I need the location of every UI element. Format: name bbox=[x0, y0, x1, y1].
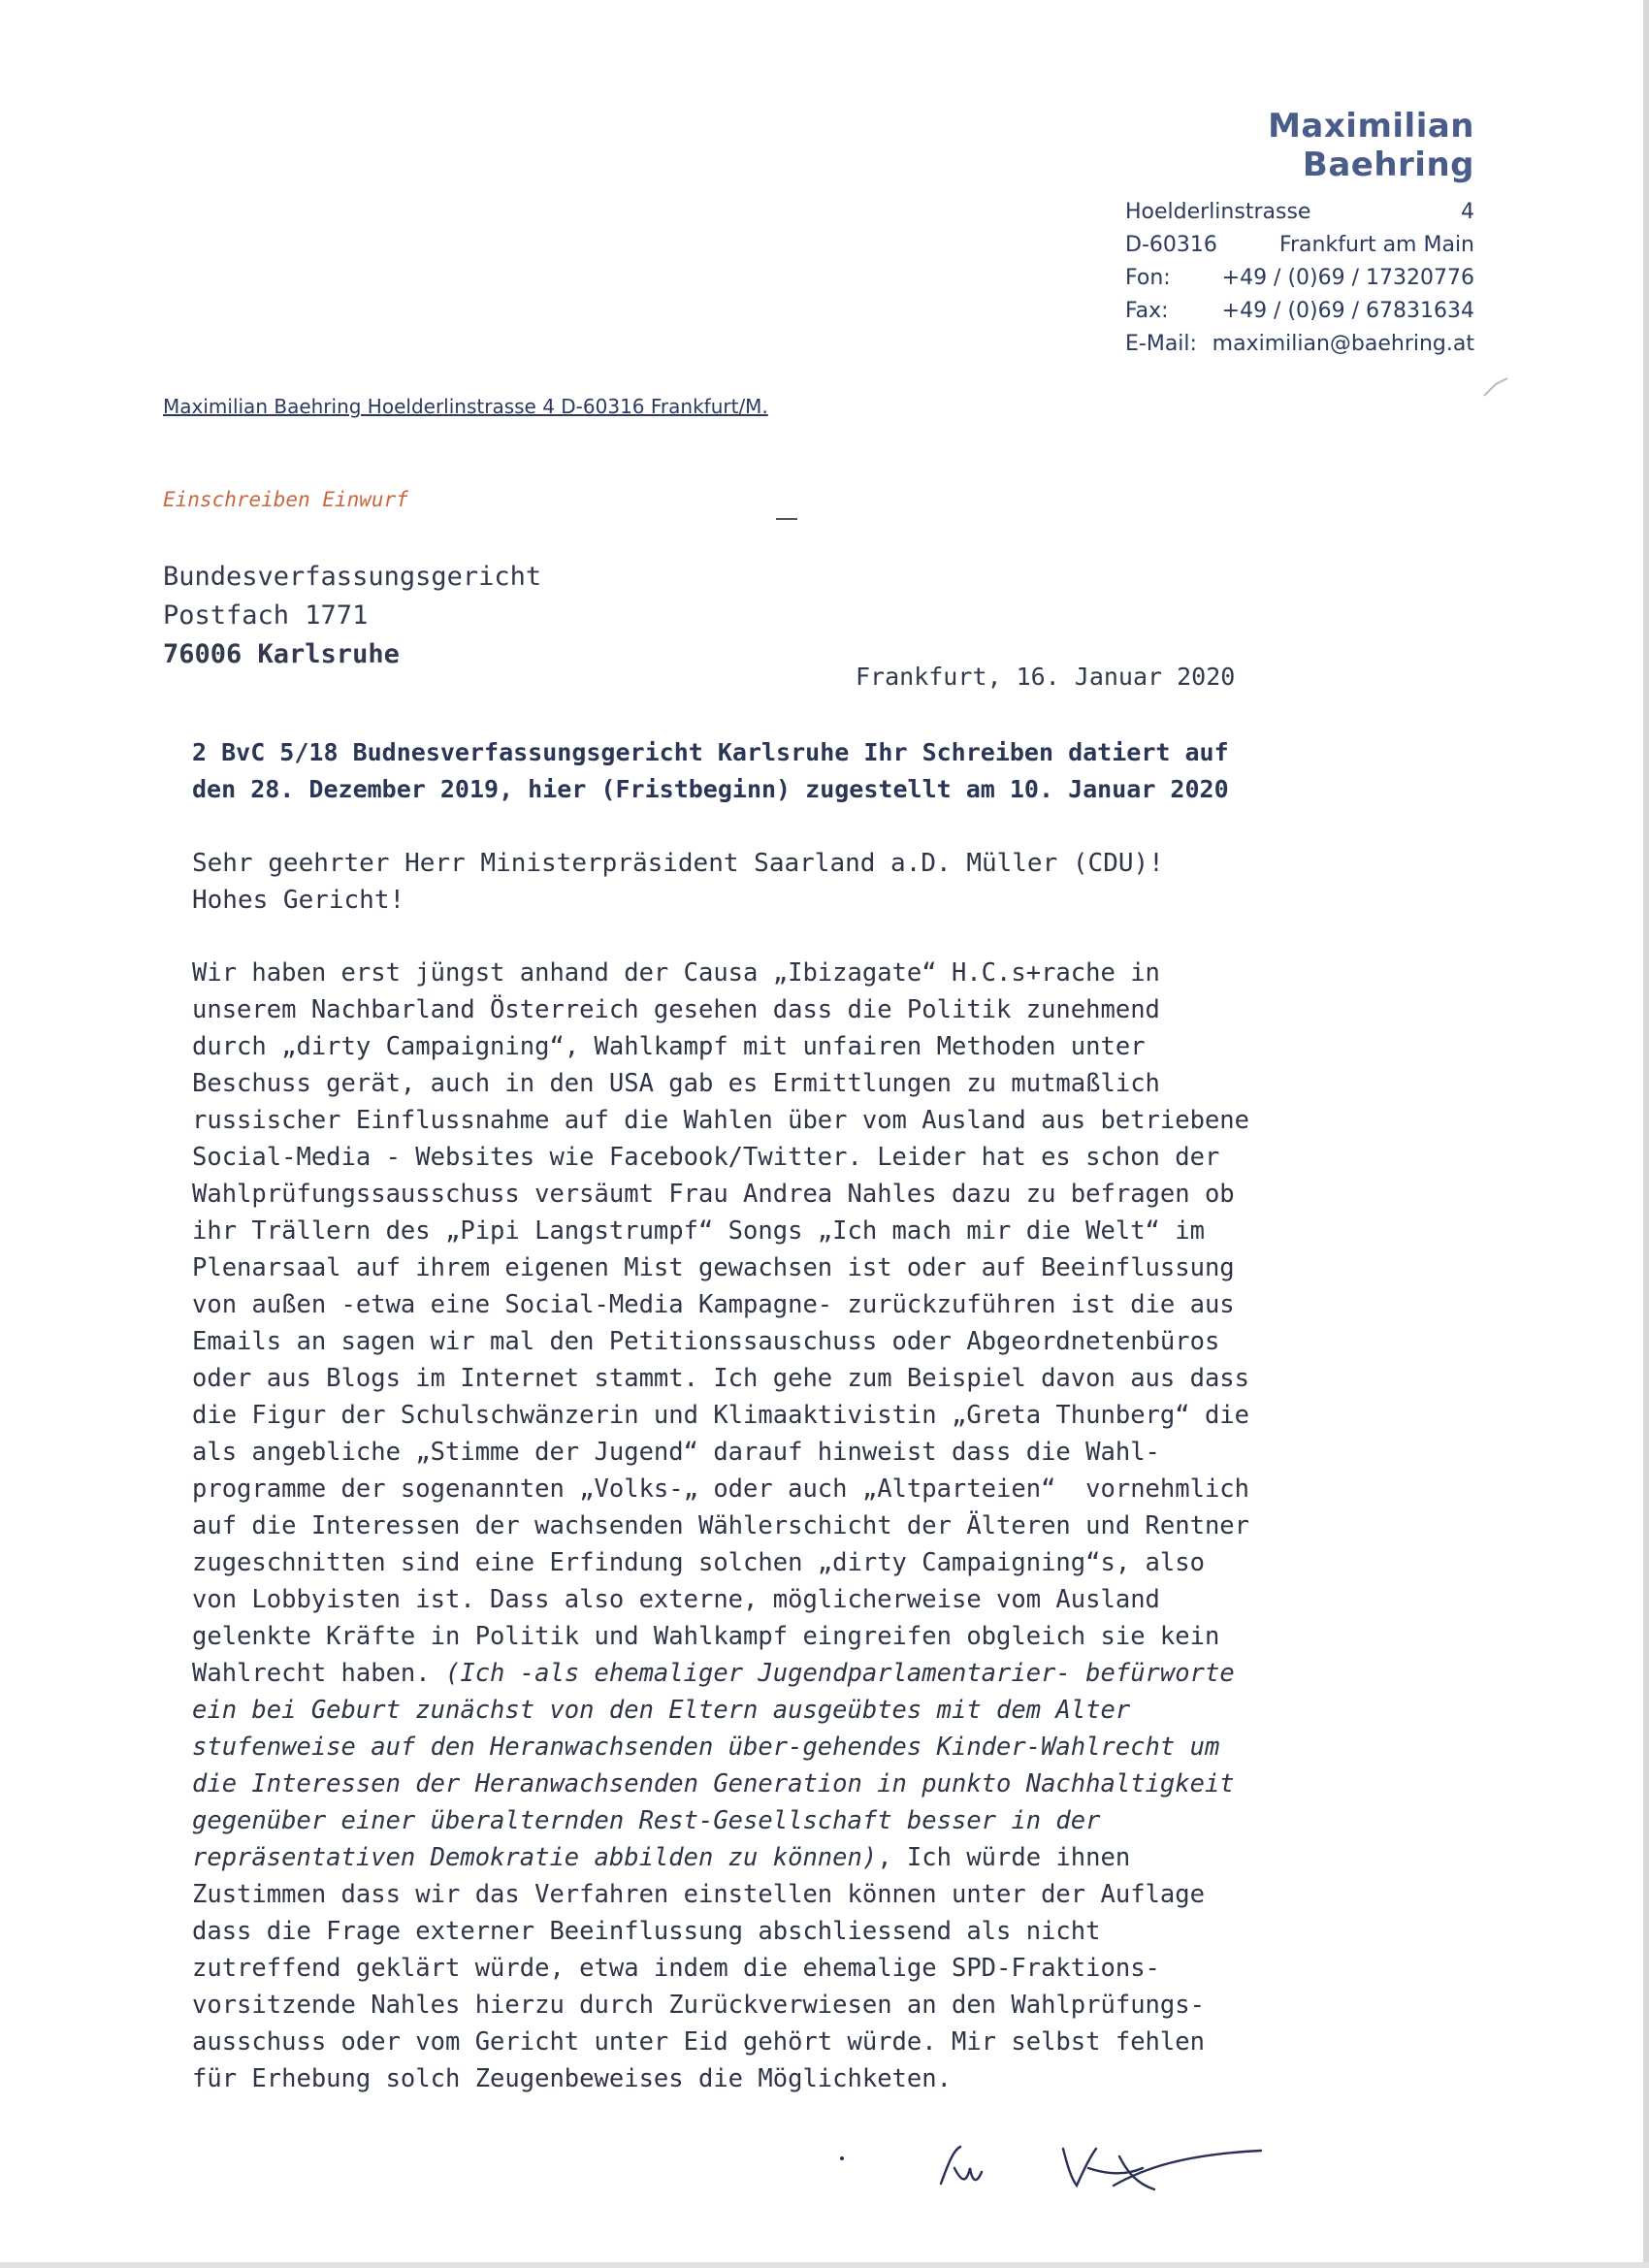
closing-line: ausschuss oder vom Gericht unter Eid gehört würde. Mir selbst fehlen bbox=[192, 2027, 1205, 2057]
body-line: durch „dirty Campaigning“, Wahlkampf mit unfairen Methoden unter bbox=[192, 1032, 1146, 1061]
italic-line: stufenweise auf den Heranwachsenden über-gehendes Kinder-Wahlrecht um bbox=[192, 1733, 1220, 1762]
body-line: russischer Einflussnahme auf die Wahlen über vom Ausland aus betriebene bbox=[192, 1106, 1250, 1135]
body-line: Plenarsaal auf ihrem eigenen Mist gewachsen ist oder auf Beeinflussung bbox=[192, 1253, 1235, 1282]
handwritten-signature bbox=[834, 2129, 1280, 2217]
letter-body bbox=[192, 955, 1463, 2097]
greeting-line-1: Sehr geehrter Herr Ministerpräsident Saarland a.D. Müller (CDU)! bbox=[192, 849, 1164, 878]
letterhead-fax-label: Fax: bbox=[1125, 299, 1169, 323]
body-line: die Figur der Schulschwänzerin und Klimaaktivistin „Greta Thunberg“ die bbox=[192, 1401, 1250, 1430]
letterhead-street-row bbox=[1125, 200, 1474, 224]
body-line: gelenkte Kräfte in Politik und Wahlkampf eingreifen obgleich sie kein bbox=[192, 1622, 1220, 1651]
letterhead-email: maximilian@baehring.at bbox=[1212, 332, 1474, 356]
body-line: unserem Nachbarland Österreich gesehen dass die Politik zunehmend bbox=[192, 995, 1160, 1024]
italic-line: ein bei Geburt zunächst von den Eltern ausgeübtes mit dem Alter bbox=[192, 1696, 1131, 1725]
pen-mark-icon bbox=[1482, 376, 1511, 398]
stray-dash bbox=[776, 518, 797, 520]
scan-edge-bottom bbox=[0, 2262, 1649, 2268]
delivery-note: Einschreiben Einwurf bbox=[163, 488, 408, 511]
body-line: oder aus Blogs im Internet stammt. Ich gehe zum Beispiel davon aus dass bbox=[192, 1364, 1250, 1393]
closing-line: Zustimmen dass wir das Verfahren einstellen können unter der Auflage bbox=[192, 1880, 1205, 1909]
subject-line-1: 2 BvC 5/18 Budnesverfassungsgericht Karlsruhe Ihr Schreiben datiert auf bbox=[192, 738, 1229, 766]
recipient-line1: Bundesverfassungsgericht bbox=[163, 562, 542, 592]
body-line: von außen -etwa eine Social-Media Kampagne- zurückzuführen ist die aus bbox=[192, 1290, 1235, 1319]
body-line: auf die Interessen der wachsenden Wählerschicht der Älteren und Rentner bbox=[192, 1511, 1250, 1540]
sender-return-address: Maximilian Baehring Hoelderlinstrasse 4 D-60316 Frankfurt/M. bbox=[163, 395, 768, 418]
body-line: Social-Media - Websites wie Facebook/Twitter. Leider hat es schon der bbox=[192, 1143, 1220, 1172]
body-line: ihr Trällern des „Pipi Langstrumpf“ Songs „Ich mach mir die Welt“ im bbox=[192, 1216, 1205, 1246]
letterhead-fax-row bbox=[1125, 299, 1474, 323]
letterhead-email-row bbox=[1125, 332, 1474, 356]
letterhead-house-no: 4 bbox=[1461, 200, 1474, 224]
body-line: programme der sogenannten „Volks-„ oder auch „Altparteien“ vornehmlich bbox=[192, 1474, 1250, 1504]
letterhead-city: Frankfurt am Main bbox=[1278, 233, 1474, 257]
letterhead-name: Maximilian Baehring bbox=[1268, 107, 1474, 184]
body-mixed-line-2 bbox=[192, 1839, 1463, 1876]
letterhead-fon-label: Fon: bbox=[1125, 266, 1171, 290]
body-line: von Lobbyisten ist. Dass also externe, möglicherweise vom Ausland bbox=[192, 1585, 1160, 1614]
closing-line: vorsitzende Nahles hierzu durch Zurückverwiesen an den Wahlprüfungs- bbox=[192, 1991, 1205, 2020]
recipient-line3: 76006 Karlsruhe bbox=[163, 639, 400, 669]
body-line: Emails an sagen wir mal den Petitionssauschuss oder Abgeordnetenbüros bbox=[192, 1327, 1220, 1356]
subject-line bbox=[192, 734, 1453, 808]
letterhead bbox=[1125, 107, 1474, 356]
letter-date: Frankfurt, 16. Januar 2020 bbox=[856, 663, 1236, 691]
letterhead-zip: D-60316 bbox=[1125, 233, 1217, 257]
letterhead-city-row bbox=[1125, 233, 1474, 257]
body-mixed2-normal: , Ich würde ihnen bbox=[877, 1843, 1131, 1872]
italic-line: die Interessen der Heranwachsenden Generation in punkto Nachhaltigkeit bbox=[192, 1769, 1235, 1798]
recipient-line2: Postfach 1771 bbox=[163, 600, 369, 631]
greeting-line-2: Hohes Gericht! bbox=[192, 886, 405, 915]
letterhead-fon-row bbox=[1125, 266, 1474, 290]
closing-line: dass die Frage externer Beeinflussung abschliessend als nicht bbox=[192, 1917, 1101, 1946]
letterhead-street: Hoelderlinstrasse bbox=[1125, 200, 1311, 224]
subject-line-2: den 28. Dezember 2019, hier (Fristbeginn) zugestellt am 10. Januar 2020 bbox=[192, 775, 1229, 803]
recipient-address bbox=[163, 558, 541, 674]
italic-line: gegenüber einer überalternden Rest-Gesellschaft besser in der bbox=[192, 1806, 1101, 1835]
closing-line: für Erhebung solch Zeugenbeweises die Möglichketen. bbox=[192, 2064, 952, 2093]
body-mixed-italic: (Ich -als ehemaliger Jugendparlamentarier- befürworte bbox=[445, 1659, 1235, 1688]
body-line: Wahlprüfungssausschuss versäumt Frau Andrea Nahles dazu zu befragen ob bbox=[192, 1180, 1235, 1209]
body-mixed2-italic: repräsentativen Demokratie abbilden zu können) bbox=[192, 1843, 878, 1872]
closing-line: zutreffend geklärt würde, etwa indem die ehemalige SPD-Fraktions- bbox=[192, 1954, 1160, 1983]
scan-edge-right bbox=[1643, 0, 1649, 2268]
body-line: als angebliche „Stimme der Jugend“ darauf hinweist dass die Wahl- bbox=[192, 1438, 1160, 1467]
body-line: zugeschnitten sind eine Erfindung solchen „dirty Campaigning“s, also bbox=[192, 1548, 1205, 1577]
greeting bbox=[192, 845, 1164, 919]
body-mixed-line bbox=[192, 1655, 1463, 1692]
body-line: Beschuss gerät, auch in den USA gab es Ermittlungen zu mutmaßlich bbox=[192, 1069, 1160, 1098]
body-line: Wir haben erst jüngst anhand der Causa „Ibizagate“ H.C.s+rache in bbox=[192, 958, 1160, 988]
letterhead-fon: +49 / (0)69 / 17320776 bbox=[1221, 266, 1474, 290]
letterhead-email-label: E-Mail: bbox=[1125, 332, 1197, 356]
body-mixed-normal: Wahlrecht haben. bbox=[192, 1659, 445, 1688]
letterhead-fax: +49 / (0)69 / 67831634 bbox=[1221, 299, 1474, 323]
